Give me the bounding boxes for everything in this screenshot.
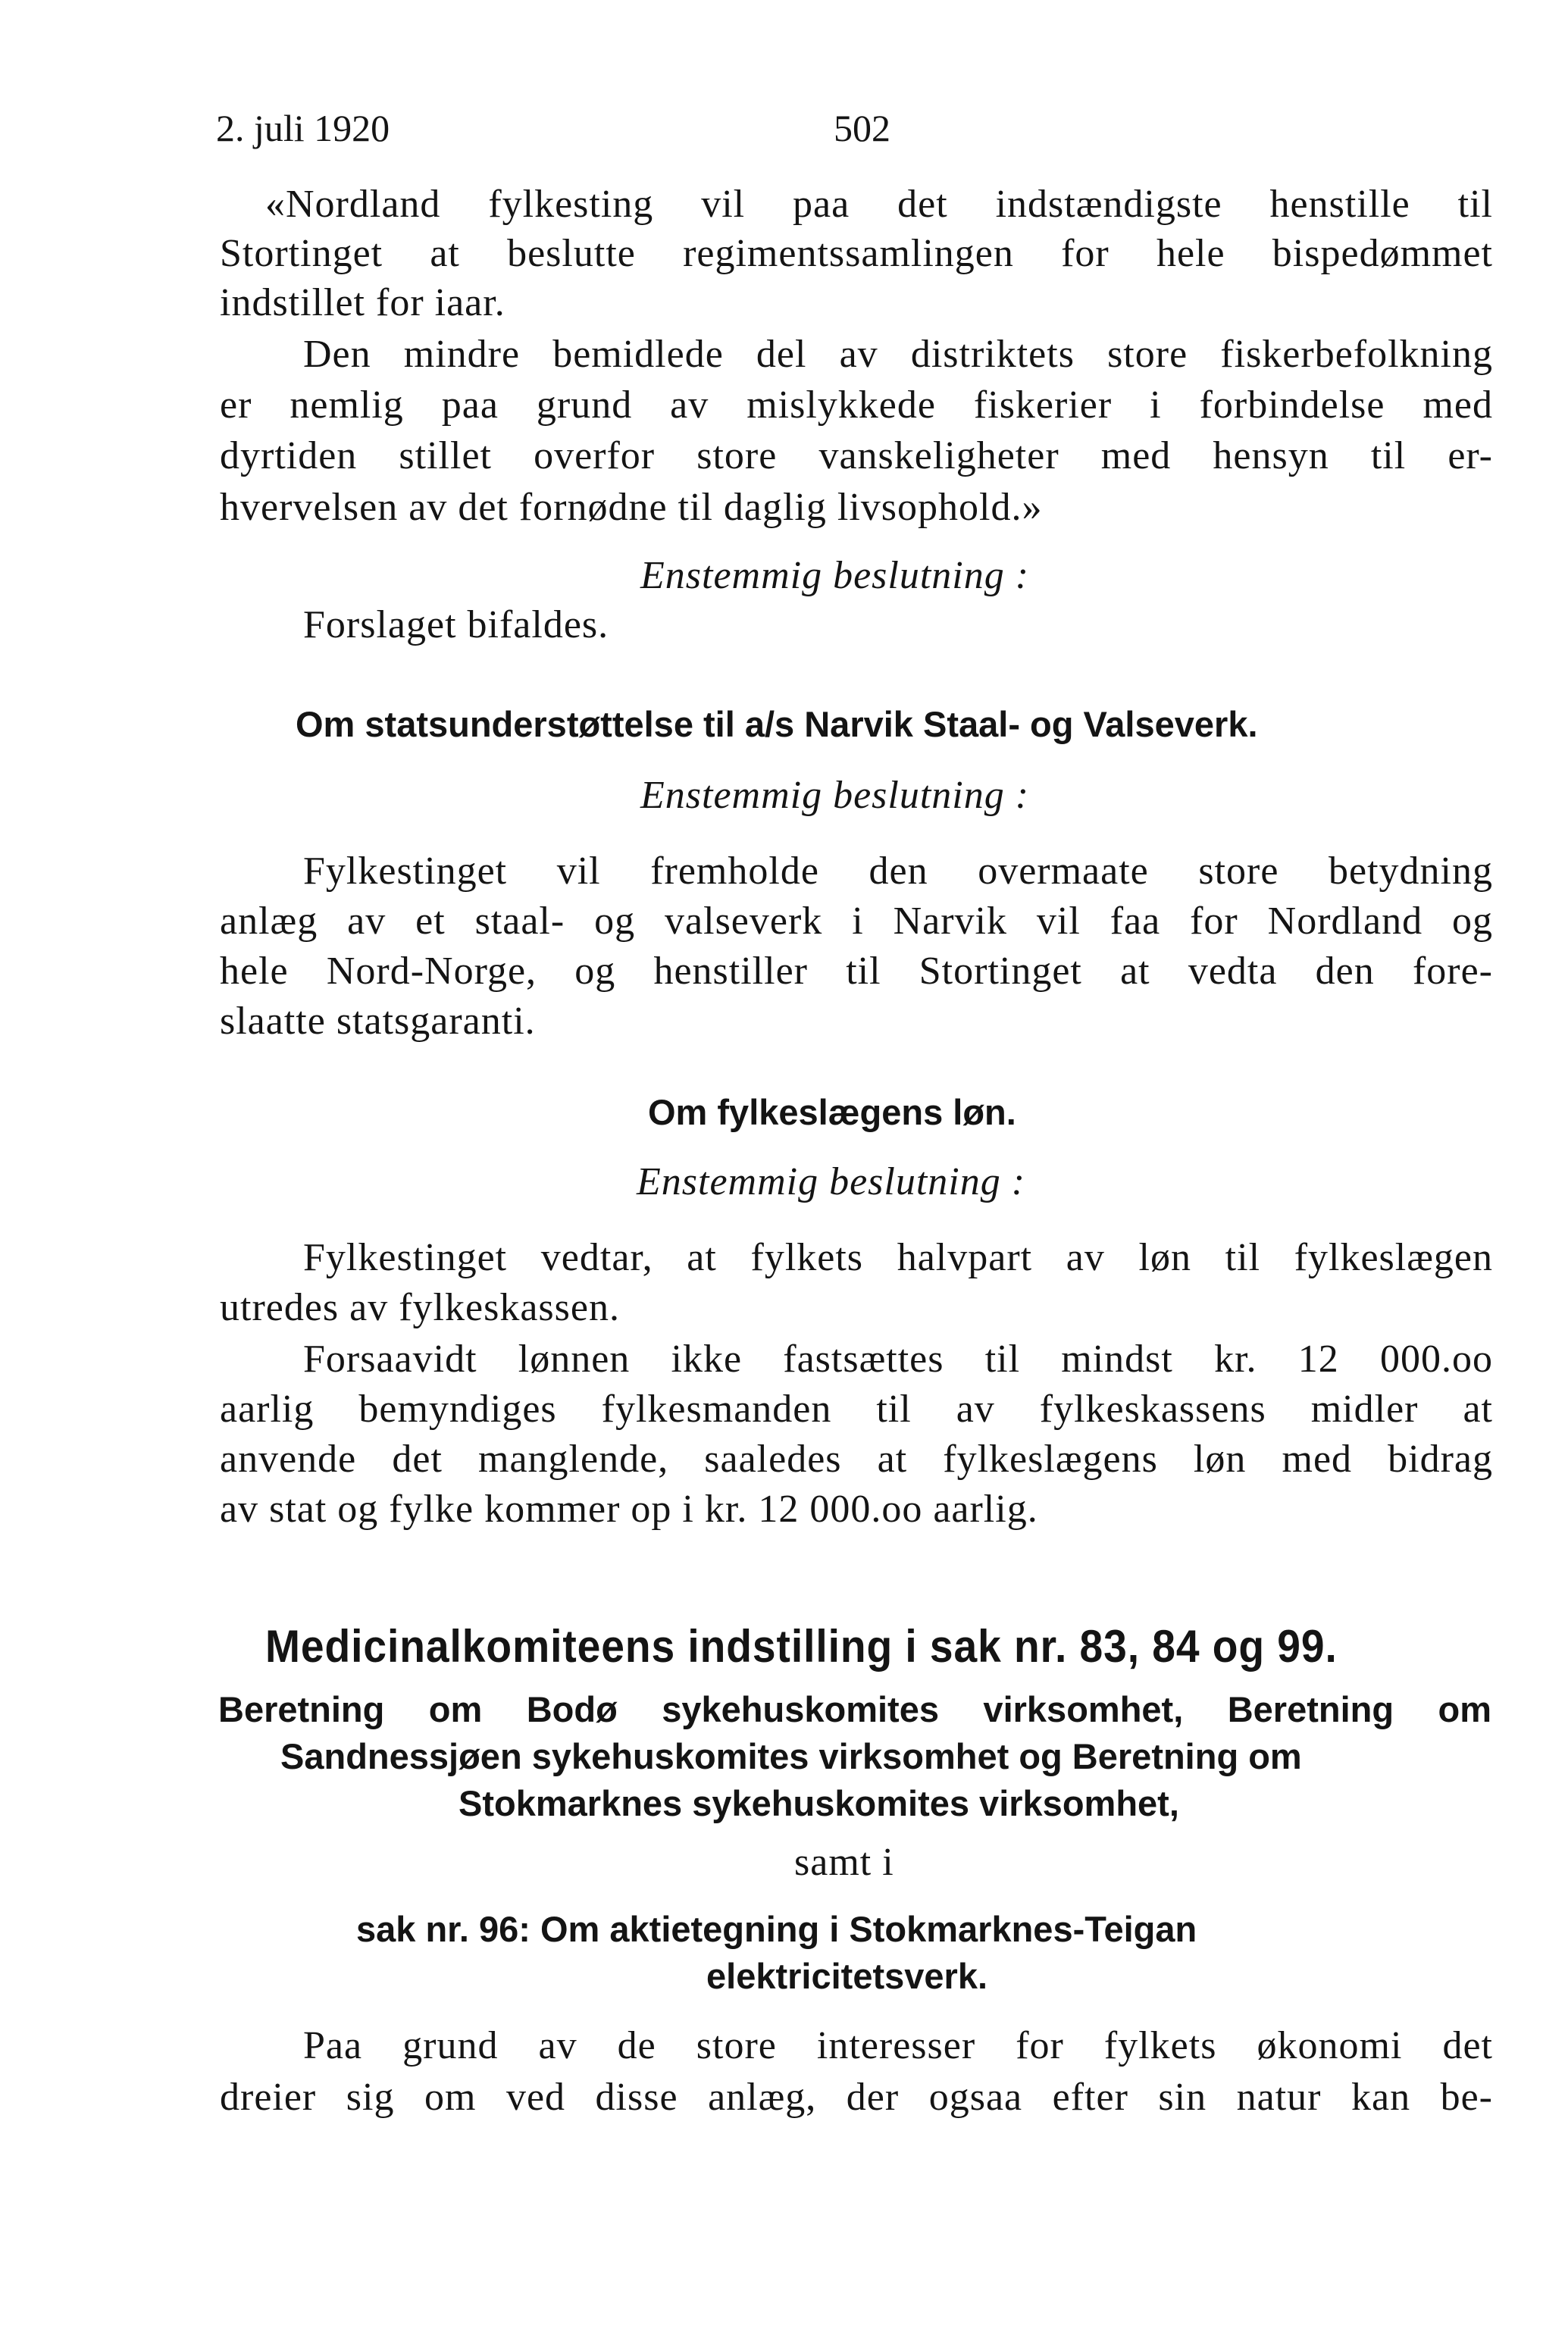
page-date: 2. juli 1920	[216, 107, 390, 149]
page-number: 502	[834, 107, 890, 149]
sak-line: sak nr. 96: Om aktietegning i Stokmarknes-Teigan	[356, 1909, 1197, 1949]
paragraph-line: utredes av fylkeskassen.	[220, 1286, 620, 1329]
sak-line: elektricitetsverk.	[706, 1956, 988, 1996]
committee-title: Medicinalkomiteens indstilling i sak nr. 83, 84 og 99.	[265, 1621, 1338, 1672]
decision-text: Forslaget bifaldes.	[303, 603, 609, 646]
paragraph-line: Forsaavidt lønnen ikke fastsættes til mindst kr. 12 000.oo	[303, 1338, 1493, 1381]
paragraph-line: av stat og fylke kommer op i kr. 12 000.oo aarlig.	[220, 1488, 1038, 1531]
paragraph-line: hele Nord-Norge, og henstiller til Stortinget at vedta den fore-	[220, 950, 1493, 993]
decision-label: Enstemmig beslutning :	[637, 1160, 1026, 1203]
subtitle-line: Sandnessjøen sykehuskomites virksomhet og Beretning om	[280, 1736, 1302, 1776]
samt-text: samt i	[794, 1841, 894, 1884]
paragraph-line: indstillet for iaar.	[220, 281, 505, 324]
paragraph-line: aarlig bemyndiges fylkesmanden til av fylkeskassens midler at	[220, 1388, 1493, 1431]
decision-label: Enstemmig beslutning :	[640, 554, 1030, 597]
section-heading: Om fylkeslægens løn.	[648, 1092, 1016, 1132]
paragraph-line: anvende det manglende, saaledes at fylkeslægens løn med bidrag	[220, 1438, 1493, 1481]
paragraph-line: slaatte statsgaranti.	[220, 1000, 536, 1043]
paragraph-line: Stortinget at beslutte regimentssamlingen for hele bispedømmet	[220, 232, 1493, 275]
subtitle-line: Beretning om Bodø sykehuskomites virksomhet, Beretning om	[218, 1689, 1491, 1729]
paragraph-line: Fylkestinget vedtar, at fylkets halvpart av løn til fylkeslægen	[303, 1236, 1493, 1279]
paragraph-line: hvervelsen av det fornødne til daglig livsophold.»	[220, 486, 1043, 529]
paragraph-line: Fylkestinget vil fremholde den overmaate store betydning	[303, 850, 1493, 893]
paragraph-line: «Nordland fylkesting vil paa det indstændigste henstille til	[265, 183, 1493, 226]
paragraph-line: dyrtiden stillet overfor store vanskeligheter med hensyn til er-	[220, 434, 1493, 477]
paragraph-line: anlæg av et staal- og valseverk i Narvik vil faa for Nordland og	[220, 900, 1493, 943]
paragraph-line: Paa grund av de store interesser for fylkets økonomi det	[303, 2024, 1493, 2067]
paragraph-line: dreier sig om ved disse anlæg, der ogsaa efter sin natur kan be-	[220, 2076, 1493, 2119]
paragraph-line: er nemlig paa grund av mislykkede fiskerier i forbindelse med	[220, 383, 1493, 427]
paragraph-line: Den mindre bemidlede del av distriktets store fiskerbefolkning	[303, 333, 1493, 376]
decision-label: Enstemmig beslutning :	[640, 774, 1030, 817]
subtitle-line: Stokmarknes sykehuskomites virksomhet,	[459, 1783, 1179, 1823]
section-heading: Om statsunderstøttelse til a/s Narvik Staal- og Valseverk.	[296, 704, 1258, 744]
